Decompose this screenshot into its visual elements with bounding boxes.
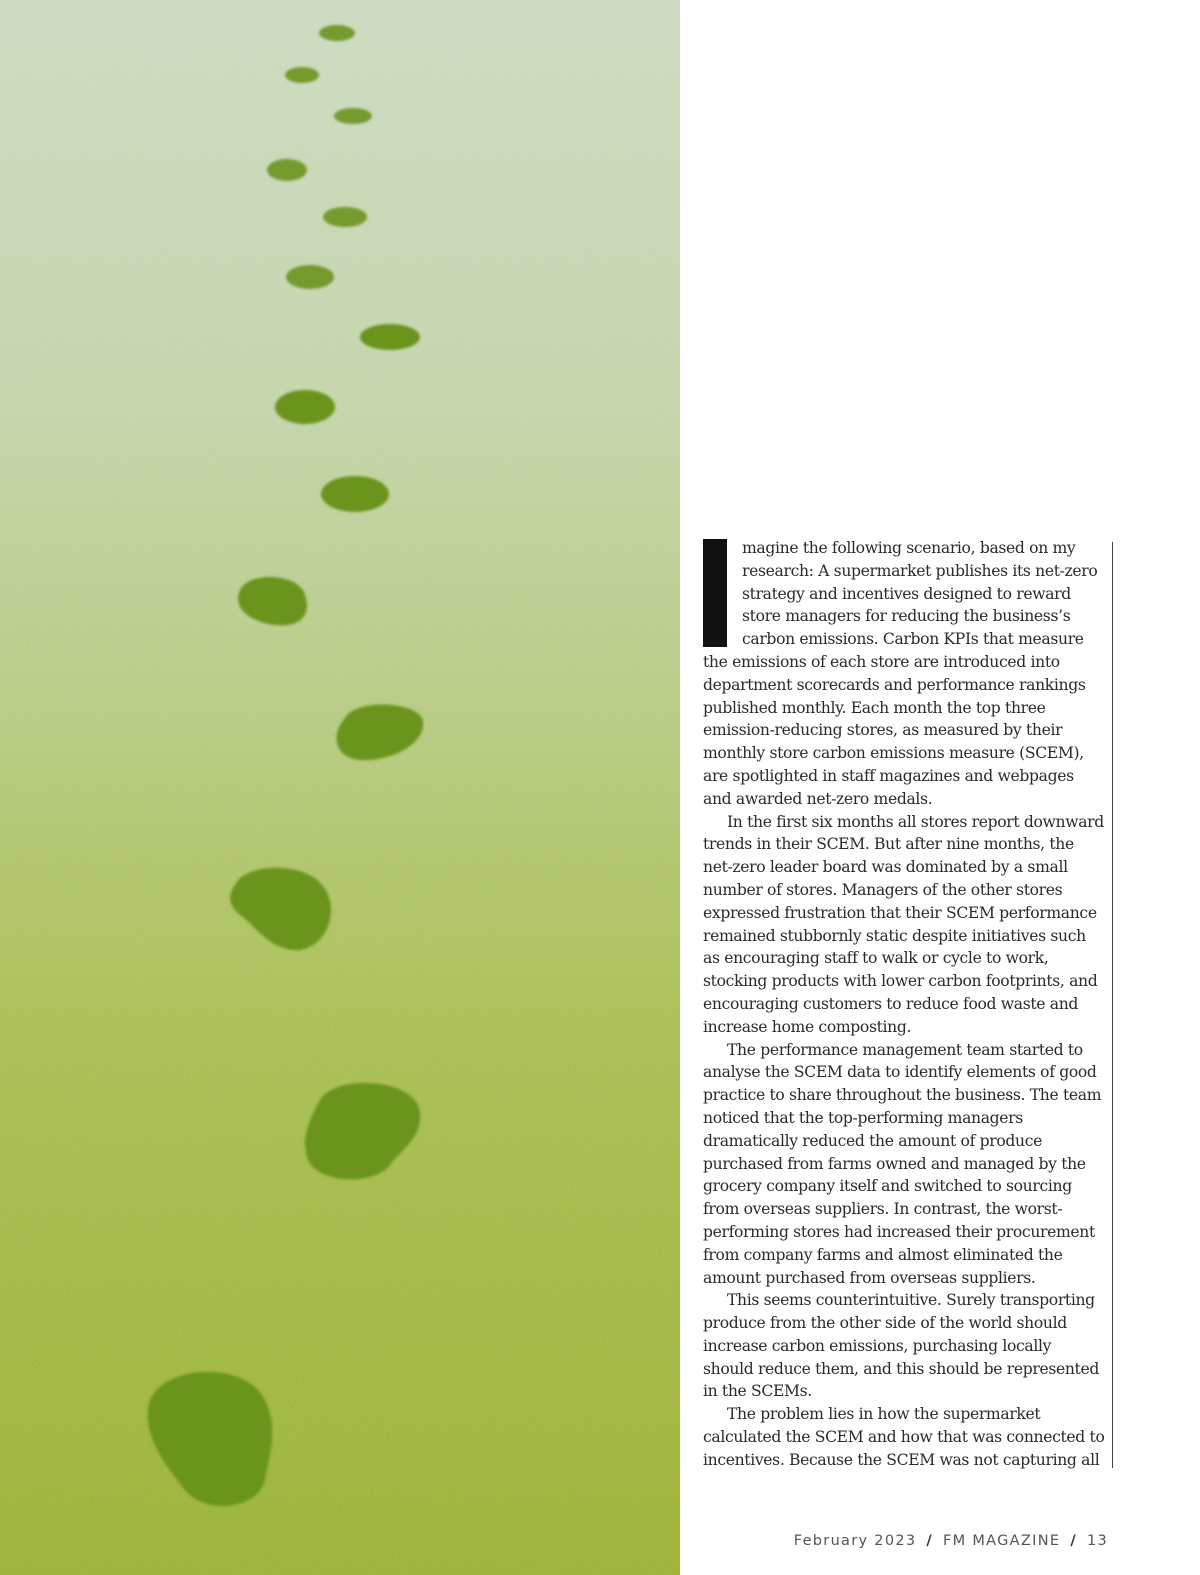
footprint <box>285 67 319 83</box>
footer-separator: / <box>926 1533 934 1549</box>
publication-name: FM MAGAZINE <box>943 1533 1061 1549</box>
page-number: 13 <box>1086 1533 1108 1549</box>
footprint <box>319 25 355 41</box>
column-rule <box>1112 542 1113 1468</box>
article-body <box>703 537 1105 1472</box>
footprint <box>267 159 307 181</box>
issue-date: February 2023 <box>793 1533 917 1549</box>
article-paragraph: The performance management team started to analyse the SCEM data to identify elements of good practice to share throughout the business. The team noticed that the top-performing managers dramatically reduced the amount of produce purchased from farms owned and managed by the grocery company itself and switched to sourcing from overseas suppliers. In contrast, the worst-performing stores had increased their procurement from company farms and almost eliminated the amount purchased from overseas suppliers. <box>703 1040 1102 1287</box>
article-paragraph: In the first six months all stores report downward trends in their SCEM. But after nine months, the net-zero leader board was dominated by a small number of stores. Managers of the other stores expressed frustration that their SCEM performance remained stubbornly static despite initiatives such as encouraging staff to walk or cycle to work, stocking products with lower carbon footprints, and encouraging customers to reduce food waste and increase home composting. <box>703 812 1104 1036</box>
footprint <box>323 207 367 227</box>
footprint <box>360 324 420 350</box>
drop-cap <box>703 539 727 647</box>
article-paragraph: magine the following scenario, based on my research: A supermarket publishes its net-zero strategy and incentives designed to reward store managers for reducing the business’s carbon emissions. Carbon KPIs that measure the emissions of each store are introduced into department scorecards and performance rankings published monthly. Each month the top three emission-reducing stores, as measured by their monthly store carbon emissions measure (SCEM), are spotlighted in staff magazines and webpages and awarded net-zero medals. <box>703 539 1098 808</box>
article-paragraph: The problem lies in how the supermarket calculated the SCEM and how that was connected to incentives. Because the SCEM was not capturing all <box>703 1405 1105 1469</box>
footprint <box>286 265 334 289</box>
page-footer <box>794 1533 1108 1549</box>
footprint <box>334 108 372 124</box>
article-paragraph: This seems counterintuitive. Surely transporting produce from the other side of the world should increase carbon emissions, purchasing locally should reduce them, and this should be represented in the SCEMs. <box>703 1291 1099 1401</box>
footer-separator: / <box>1070 1533 1077 1549</box>
footprint <box>275 390 335 424</box>
footprint <box>321 476 389 512</box>
